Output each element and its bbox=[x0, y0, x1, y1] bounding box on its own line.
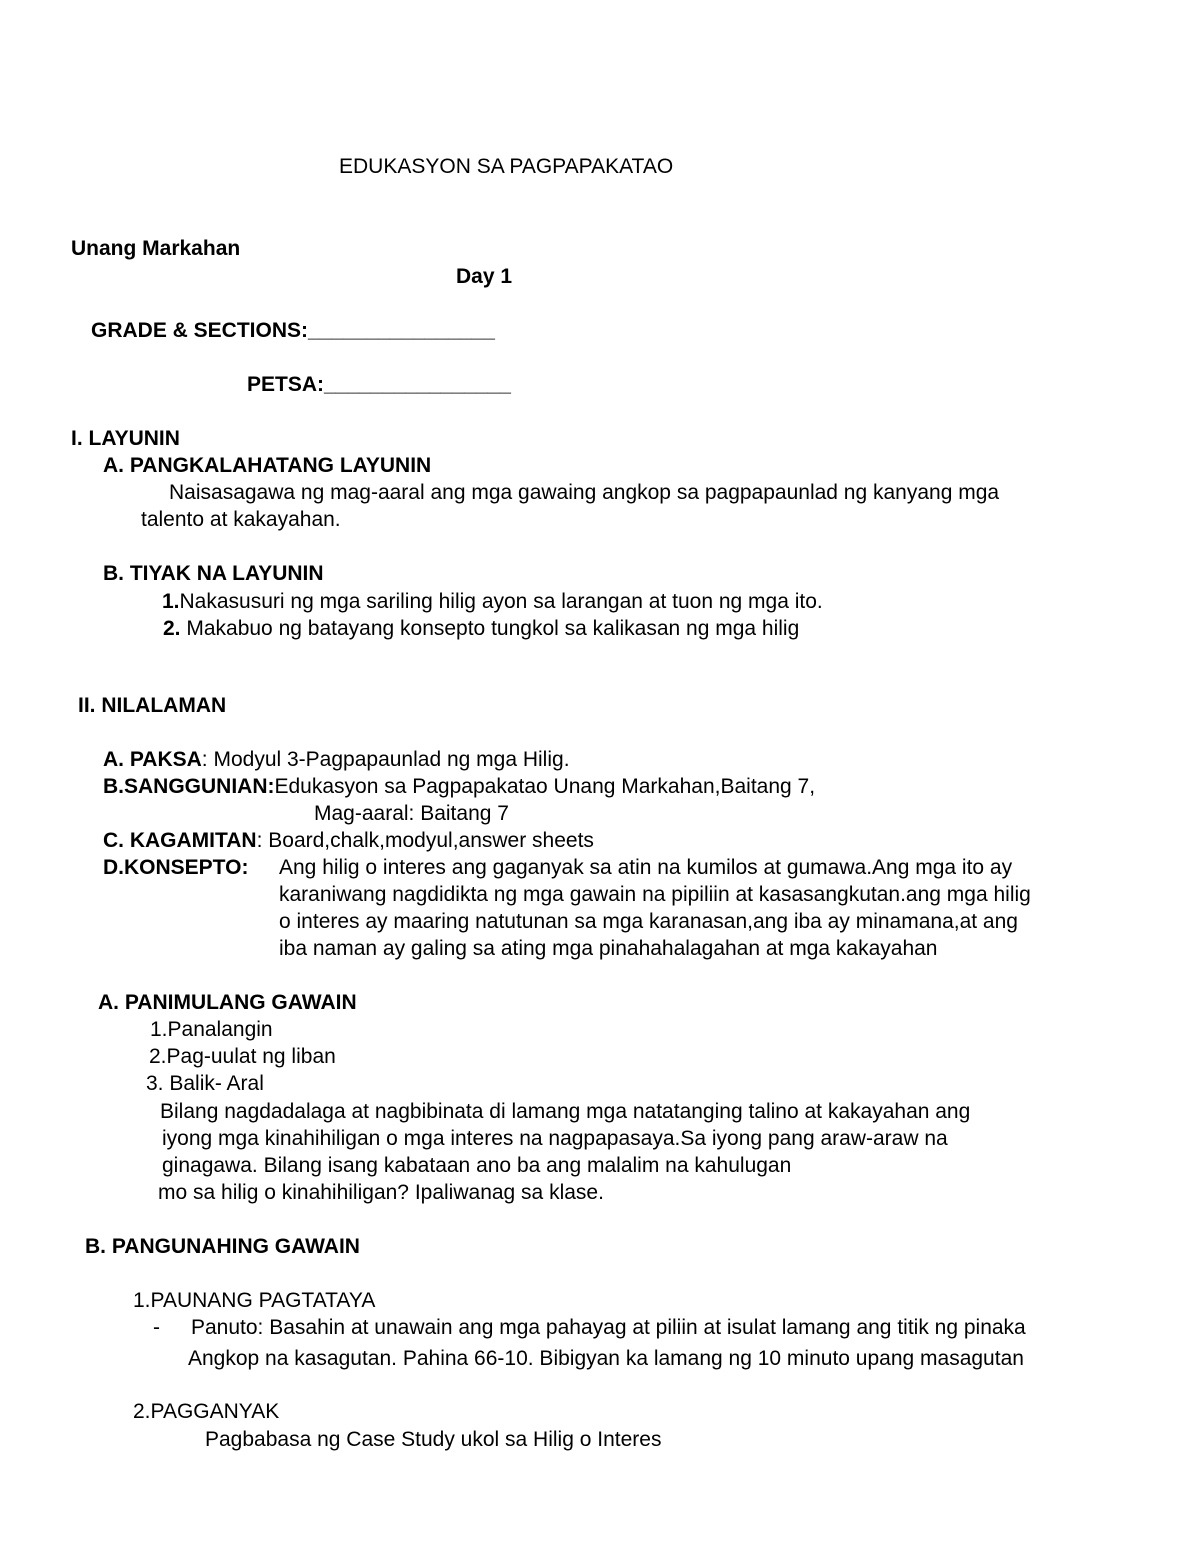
day-label: Day 1 bbox=[456, 265, 513, 288]
panimulang-gawain-heading: A. PANIMULANG GAWAIN bbox=[98, 991, 357, 1014]
konsepto-line: Ang hilig o interes ang gaganyak sa atin na kumilos at gumawa.Ang mga ito ay bbox=[279, 856, 1013, 879]
quarter-label: Unang Markahan bbox=[71, 237, 241, 260]
list-item: 3. Balik- Aral bbox=[146, 1072, 264, 1095]
document-title: EDUKASYON SA PAGPAPAKATAO bbox=[339, 155, 674, 178]
balik-aral-line: Bilang nagdadalaga at nagbibinata di lamang mga natatanging talino at kakayahan ang bbox=[160, 1100, 971, 1123]
sanggunian-row-cont: Mag-aaral: Baitang 7 bbox=[314, 802, 509, 825]
panuto-line: Angkop na kasagutan. Pahina 66-10. Bibigyan ka lamang ng 10 minuto upang masagutan bbox=[188, 1347, 1024, 1370]
section-layunin-heading: I. LAYUNIN bbox=[71, 427, 180, 450]
list-item: 1.Nakasusuri ng mga sariling hilig ayon sa larangan at tuon ng mga ito. bbox=[162, 590, 823, 613]
pangkalahatang-layunin-text-cont: talento at kakayahan. bbox=[141, 508, 341, 531]
konsepto-line: karaniwang nagdidikta ng mga gawain na pipiliin at kasasangkutan.ang mga hilig bbox=[279, 883, 1031, 906]
balik-aral-line: ginagawa. Bilang isang kabataan ano ba ang malalim na kahulugan bbox=[162, 1154, 792, 1177]
paunang-pagtataya-item: 1.PAUNANG PAGTATAYA bbox=[133, 1289, 376, 1312]
konsepto-line: iba naman ay galing sa ating mga pinahahalagahan at mga kakayahan bbox=[279, 937, 938, 960]
grade-sections-field: GRADE & SECTIONS:________________ bbox=[91, 319, 495, 342]
balik-aral-line: mo sa hilig o kinahihiligan? Ipaliwanag sa klase. bbox=[158, 1181, 604, 1204]
balik-aral-line: iyong mga kinahihiligan o mga interes na nagpapasaya.Sa iyong pang araw-araw na bbox=[162, 1127, 948, 1150]
konsepto-line: o interes ay maaring natutunan sa mga karanasan,ang iba ay minamana,at ang bbox=[279, 910, 1018, 933]
list-item: 1.Panalangin bbox=[150, 1018, 273, 1041]
list-item: 2. Makabuo ng batayang konsepto tungkol sa kalikasan ng mga hilig bbox=[163, 617, 800, 640]
sanggunian-row: B.SANGGUNIAN:Edukasyon sa Pagpapakatao Unang Markahan,Baitang 7, bbox=[103, 775, 816, 798]
panuto-line: Panuto: Basahin at unawain ang mga pahayag at piliin at isulat lamang ang titik ng pinaka bbox=[191, 1316, 1026, 1339]
pangkalahatang-layunin-text: Naisasagawa ng mag-aaral ang mga gawaing angkop sa pagpapaunlad ng kanyang mga bbox=[169, 481, 1000, 504]
paksa-row: A. PAKSA: Modyul 3-Pagpapaunlad ng mga Hilig. bbox=[103, 748, 570, 771]
tiyak-na-layunin-heading: B. TIYAK NA LAYUNIN bbox=[103, 562, 324, 585]
konsepto-label: D.KONSEPTO: bbox=[103, 856, 249, 879]
pangkalahatang-layunin-heading: A. PANGKALAHATANG LAYUNIN bbox=[103, 454, 432, 477]
petsa-field: PETSA:________________ bbox=[247, 373, 511, 396]
section-nilalaman-heading: II. NILALAMAN bbox=[78, 694, 227, 717]
kagamitan-row: C. KAGAMITAN: Board,chalk,modyul,answer sheets bbox=[103, 829, 594, 852]
pagganyak-text: Pagbabasa ng Case Study ukol sa Hilig o Interes bbox=[205, 1428, 662, 1451]
bullet-dash: - bbox=[153, 1316, 160, 1339]
list-item: 2.Pag-uulat ng liban bbox=[149, 1045, 336, 1068]
pangunahing-gawain-heading: B. PANGUNAHING GAWAIN bbox=[85, 1235, 360, 1258]
pagganyak-item: 2.PAGGANYAK bbox=[133, 1400, 280, 1423]
